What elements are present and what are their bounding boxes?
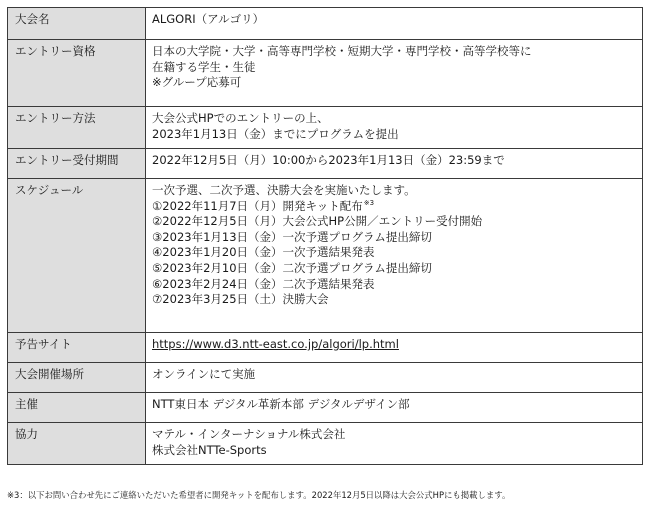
row-eligibility [8,40,643,107]
footnote-marker: ※3 [363,198,375,207]
schedule-item-4: ④2023年1月20日（金）一次予選結果発表 [152,245,375,260]
schedule-item-2: ②2022年12月5日（月）大会公式HP公開／エントリー受付開始 [152,214,483,229]
label-venue: 大会開催場所 [8,363,146,393]
label-entry-period: エントリー受付期間 [8,149,146,179]
schedule-item-5: ⑤2023年2月10日（金）二次予選プログラム提出締切 [152,260,432,275]
label-competition-name: 大会名 [8,8,146,40]
label-organizer: 主催 [8,393,146,423]
row-entry-method [8,107,643,149]
row-organizer [8,393,643,423]
row-venue [8,363,643,393]
value-entry-method [146,107,643,149]
schedule-item-1-text: ①2022年11月7日（月）開発キット配布 [152,198,363,213]
value-eligibility [146,40,643,107]
label-entry-method: エントリー方法 [8,107,146,149]
value-venue [146,363,643,393]
schedule-item-6: ⑥2023年2月24日（金）二次予選結果発表 [152,276,375,291]
label-preview-site: 予告サイト [8,333,146,363]
row-cooperation [8,423,643,465]
cooperation-line-2: 株式会社NTTe-Sports [152,442,267,457]
label-cooperation: 協力 [8,423,146,465]
value-organizer [146,393,643,423]
competition-name-text: ALGORI（アルゴリ） [152,12,265,26]
venue-text: オンラインにて実施 [152,367,256,381]
row-schedule [8,179,643,333]
eligibility-line-2: 在籍する学生・生徒 [152,59,256,74]
value-competition-name [146,8,643,40]
eligibility-line-3: ※グループ応募可 [152,75,242,90]
entry-period-text: 2022年12月5日（月）10:00から2023年1月13日（金）23:59まで [152,153,505,167]
footnote: ※3：以下お問い合わせ先にご連絡いただいた希望者に開発キットを配布します。2022年12月5日以降は大会公式HPにも掲載します。 [7,490,511,500]
schedule-item-7: ⑦2023年3月25日（土）決勝大会 [152,292,329,307]
row-entry-period [8,149,643,179]
value-schedule [146,179,643,333]
competition-info-table [7,7,643,465]
schedule-intro: 一次予選、二次予選、決勝大会を実施いたします。 [152,183,416,197]
label-schedule: スケジュール [8,179,146,333]
entry-method-line-2: 2023年1月13日（金）までにプログラムを提出 [152,126,399,141]
row-preview-site [8,333,643,363]
label-eligibility: エントリー資格 [8,40,146,107]
eligibility-line-1: 日本の大学院・大学・高等専門学校・短期大学・専門学校・高等学校等に [152,44,532,58]
row-competition-name [8,8,643,40]
entry-method-line-1: 大会公式HPでのエントリーの上、 [152,111,329,125]
preview-site-link[interactable]: https://www.d3.ntt-east.co.jp/algori/lp.html [152,337,399,351]
value-entry-period [146,149,643,179]
organizer-text: NTT東日本 デジタル革新本部 デジタルデザイン部 [152,397,410,411]
value-cooperation [146,423,643,465]
value-preview-site [146,333,643,363]
schedule-item-3: ③2023年1月13日（金）一次予選プログラム提出締切 [152,229,432,244]
schedule-item-1 [152,199,636,215]
cooperation-line-1: マテル・インターナショナル株式会社 [152,427,346,441]
